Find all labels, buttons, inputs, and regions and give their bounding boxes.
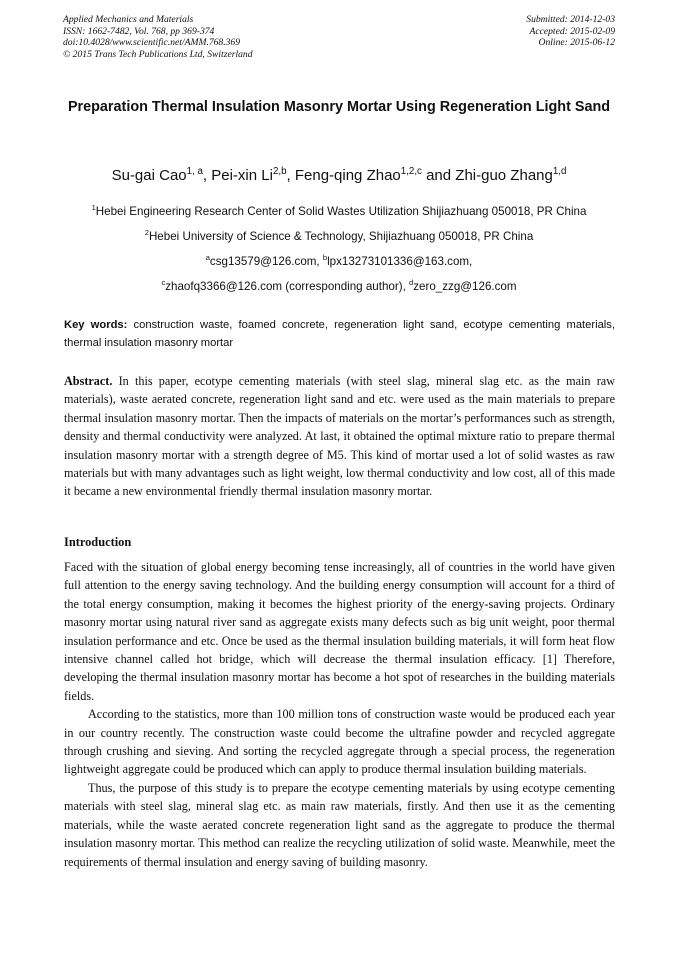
author-affil-sup: 1, a — [186, 166, 203, 177]
affil-sup: 2 — [144, 228, 149, 238]
paragraph: According to the statistics, more than 100 million tons of construction waste would be produced each year in our country recently. The construction waste could become the ultrafine powder and recycled aggregate through crushing and sieving. And sorting the recycled aggregate through a special process, the regeneration lightweight aggregate could be produced which can apply to produce thermal insulation building materials. — [64, 707, 615, 777]
email-line-2 — [30, 274, 648, 299]
affil-sup: 1 — [91, 203, 96, 213]
accepted-date: Accepted: 2015-02-09 — [529, 25, 615, 37]
email-address: zhaofq3366@126.com (corresponding author), — [165, 280, 410, 293]
author-separator: and — [421, 167, 456, 184]
affil-text: Hebei University of Science & Technology, Shijiazhuang 050018, PR China — [148, 230, 534, 243]
submitted-date: Submitted: 2014-12-03 — [526, 14, 615, 25]
affiliations — [30, 199, 648, 299]
author-affil-sup: 1,2,c — [400, 166, 422, 177]
email-address: lpx13273101336@163.com, — [327, 255, 473, 268]
author-name: Pei-xin Li — [211, 167, 273, 184]
affil-text: Hebei Engineering Research Center of Solid Wastes Utilization Shijiazhuang 050018, PR China — [95, 205, 587, 218]
journal-name: Applied Mechanics and Materials — [63, 14, 194, 25]
keywords-label: Key words: — [64, 319, 128, 331]
keywords-block — [64, 317, 615, 352]
issn-line: ISSN: 1662-7482, Vol. 768, pp 369-374 — [63, 25, 215, 37]
author-separator: , — [286, 167, 295, 184]
email-sup: c — [161, 278, 166, 288]
paragraph: Faced with the situation of global energy becoming tense increasingly, all of countries in the world have given full attention to the energy saving technology. And the building energy consumption will account for a third of the total energy consumption, making it becomes the highest priority of the energy-saving projects. Ordinary masonry mortar using natural river sand as aggregate exists many defects such as big unit weight, poor thermal insulation performance and etc. Once be used as the thermal insulation building materials, it will form heat flow intensive channel called hot bridge, which will decrease the thermal insulation efficacy. [1] Therefore, developing the thermal insulation masonry mortar has become a hot spot of researches in the building materials fields. — [64, 560, 615, 703]
author-affil-sup: 1,d — [552, 166, 567, 177]
doi-line: doi:10.4028/www.scientific.net/AMM.768.369 — [63, 37, 241, 48]
online-date: Online: 2015-06-12 — [538, 37, 615, 48]
abstract-block — [64, 372, 615, 501]
email-sup: a — [205, 253, 210, 263]
email-address: zero_zzg@126.com — [413, 280, 517, 293]
affiliation-2 — [30, 224, 648, 249]
introduction-body — [64, 558, 615, 871]
author-list — [20, 165, 658, 187]
author-name: Su-gai Cao — [111, 167, 187, 184]
author-name: Zhi-guo Zhang — [455, 167, 553, 184]
affiliation-1 — [30, 199, 648, 224]
journal-info — [63, 14, 253, 60]
abstract-label: Abstract. — [64, 374, 113, 388]
introduction-heading: Introduction — [64, 535, 132, 549]
paper-title: Preparation Thermal Insulation Masonry Mortar Using Regeneration Light Sand — [67, 99, 611, 115]
copyright-line: © 2015 Trans Tech Publications Ltd, Switzerland — [63, 48, 253, 60]
keywords-text: construction waste, foamed concrete, regeneration light sand, ecotype cementing materials, thermal insulation masonry mortar — [64, 319, 615, 349]
submission-dates — [526, 14, 615, 49]
author-separator: , — [202, 167, 212, 184]
paragraph: Thus, the purpose of this study is to prepare the ecotype cementing materials by using ecotype cementing materials with steel slag, mineral slag etc. as main raw materials, firstly. And then use it as the cementing materials, while the waste aerated concrete regeneration light sand as the aggregate to produce the thermal insulation masonry mortar. This method can realize the recycling utilization of solid waste. Meanwhile, meet the requirements of thermal insulation and energy saving of building masonry. — [64, 780, 615, 869]
email-address: csg13579@126.com, — [209, 255, 323, 268]
email-sup: d — [409, 278, 414, 288]
author-name: Feng-qing Zhao — [294, 167, 401, 184]
email-line-1 — [30, 249, 648, 274]
email-sup: b — [322, 253, 328, 263]
author-affil-sup: 2,b — [272, 166, 287, 177]
abstract-text: In this paper, ecotype cementing materials (with steel slag, mineral slag etc. as the main raw materials), waste aerated concrete, regeneration light sand and etc. were used as the main materials to prepare thermal insulation masonry mortar. Then the impacts of materials on the mortar’s performances such as strength, density and thermal conductivity were analyzed. At last, it obtained the optimal mixture ratio to prepare thermal insulation masonry mortar with a strength degree of M5. This kind of mortar used a lot of solid wastes as raw materials but with many advantages such as light weight, low thermal conductivity and low cost, all of this made it became a new environmental friendly thermal insulation masonry mortar. — [64, 374, 616, 499]
journal-header — [63, 14, 615, 64]
